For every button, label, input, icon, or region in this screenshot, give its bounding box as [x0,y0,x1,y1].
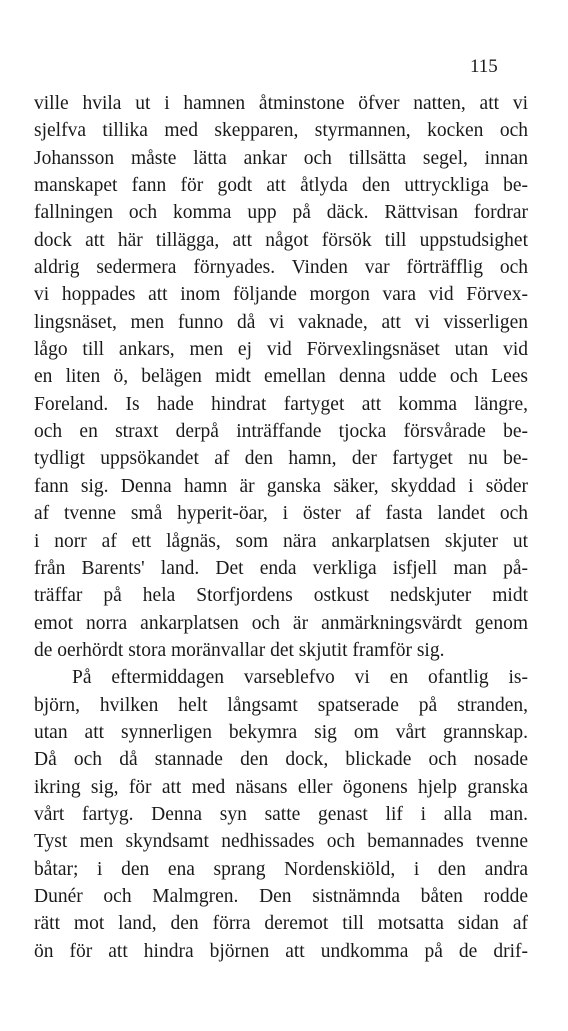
text-line: träffar på hela Storfjordens ostkust nedskjuter midt [34,585,528,607]
text-line: af tvenne små hyperit-öar, i öster af fasta landet och [34,503,528,525]
text-line: utan att synnerligen bekymra sig om vårt grannskap. [34,721,528,743]
text-line: i norr af ett lågnäs, som nära ankarplatsen skjuter ut [34,530,528,552]
text-line: lågo till ankars, men ej vid Förvexlingsnäset utan vid [34,339,528,361]
body-text [34,90,528,965]
text-line: fann sig. Denna hamn är ganska säker, skyddad i söder [34,475,528,497]
text-line: och en straxt derpå inträffande tjocka försvårade be- [34,421,528,443]
text-line: vårt fartyg. Denna syn satte genast lif i alla man. [34,803,528,825]
text-line: ikring sig, för att med näsans eller ögonens hjelp granska [34,776,528,798]
text-line: Foreland. Is hade hindrat fartyget att komma längre, [34,393,528,415]
paragraph-2 [34,664,528,965]
text-line: tydligt uppsökandet af den hamn, der fartyget nu be- [34,448,528,470]
text-line: björn, hvilken helt långsamt spatserade på stranden, [34,694,528,716]
paragraph-1 [34,90,528,664]
text-line: båtar; i den ena sprang Nordenskiöld, i den andra [34,858,528,880]
text-line: Dunér och Malmgren. Den sistnämnda båten rodde [34,885,528,907]
page-number: 115 [470,56,498,77]
text-line: en liten ö, belägen midt emellan denna udde och Lees [34,366,528,388]
text-line: rätt mot land, den förra deremot till motsatta sidan af [34,913,528,935]
text-line: aldrig sedermera förnyades. Vinden var förträfflig och [34,257,528,279]
text-line: manskapet fann för godt att åtlyda den uttryckliga be- [34,175,528,197]
text-line: sjelfva tillika med skepparen, styrmannen, kocken och [34,120,528,142]
text-line: Tyst men skyndsamt nedhissades och bemannades tvenne [34,831,528,853]
text-line: Då och då stannade den dock, blickade och nosade [34,749,528,771]
text-line: emot norra ankarplatsen och är anmärkningsvärdt genom [34,612,528,634]
text-line: de oerhördt stora moränvallar det skjutit framför sig. [34,639,445,661]
text-line: dock att här tillägga, att något försök till uppstudsighet [34,229,528,251]
text-line: Johansson måste lätta ankar och tillsätta segel, innan [34,147,528,169]
text-line: ville hvila ut i hamnen åtminstone öfver natten, att vi [34,93,528,114]
text-line: ön för att hindra björnen att undkomma på de drif- [34,940,528,962]
text-line: fallningen och komma upp på däck. Rättvisan fordrar [34,202,528,224]
text-line: från Barents' land. Det enda verkliga isfjell man på- [34,557,528,579]
text-line: På eftermiddagen varseblefvo vi en ofantlig is- [72,667,528,689]
text-line: vi hoppades att inom följande morgon vara vid Förvex- [34,284,528,306]
text-line: lingsnäset, men funno då vi vaknade, att vi visserligen [34,311,528,333]
